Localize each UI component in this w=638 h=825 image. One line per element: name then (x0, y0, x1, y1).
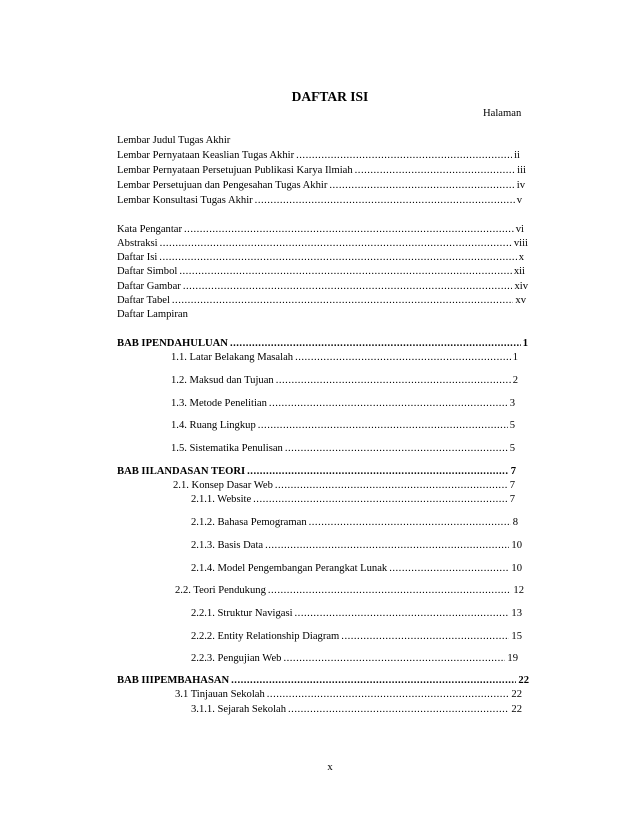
toc-entry-page: 2 (512, 375, 518, 386)
page-column-label: Halaman (483, 108, 522, 119)
toc-leader-dots (295, 607, 510, 621)
toc-entry[interactable] (191, 493, 515, 507)
page-title: DAFTAR ISI (291, 89, 369, 104)
toc-entry-label: PENDAHULUAN (145, 338, 228, 349)
toc-entry-label: 2.1.1. Website (191, 494, 252, 505)
toc-entry-label: Lembar Pernyataan Keaslian Tugas Akhir (117, 150, 295, 161)
toc-leader-dots (285, 442, 508, 456)
toc-entry-label: 3.1 Tinjauan Sekolah (175, 689, 265, 700)
toc-leader-dots (288, 703, 509, 717)
toc-entry[interactable] (117, 134, 528, 148)
toc-leader-dots (265, 539, 509, 553)
toc-entry-label: 2.1.2. Bahasa Pemograman (191, 517, 307, 528)
toc-entry-label: 1.4. Ruang Lingkup (171, 420, 256, 431)
toc-entry-page: 13 (511, 608, 522, 619)
toc-chapter-number: BAB I (117, 338, 146, 349)
toc-entry-page: 8 (512, 517, 518, 528)
toc-entry[interactable] (117, 251, 528, 265)
toc-entry-label: 3.1.1. Sejarah Sekolah (191, 704, 287, 715)
toc-entry-page: x (518, 252, 524, 263)
toc-entry[interactable] (191, 516, 518, 530)
toc-entry-page: 1 (522, 338, 528, 349)
toc-entry-page: xiv (514, 281, 528, 292)
toc-entry-label: Daftar Tabel (117, 295, 170, 306)
toc-entry[interactable] (191, 652, 518, 666)
toc-leader-dots (179, 265, 511, 279)
toc-entry-page: 10 (511, 540, 522, 551)
toc-entry[interactable] (117, 179, 528, 193)
toc-entry[interactable] (117, 294, 528, 308)
toc-entry-label: Daftar Simbol (117, 266, 178, 277)
toc-entry-page: 10 (511, 563, 522, 574)
toc-leader-dots (172, 294, 514, 308)
toc-entry[interactable] (117, 149, 528, 163)
toc-chapter-number: BAB III (117, 675, 154, 686)
toc-entry-page: ii (514, 150, 520, 161)
toc-leader-dots (160, 237, 512, 251)
toc-entry[interactable] (117, 280, 528, 294)
toc-entry-label: Daftar Isi (117, 252, 158, 263)
toc-leader-dots (183, 280, 513, 294)
toc-entry-page: 22 (511, 689, 522, 700)
toc-entry-page: iii (517, 165, 526, 176)
toc-entry-page: xv (515, 295, 526, 306)
toc-entry-page: 3 (509, 398, 515, 409)
toc-entry-label: Kata Pengantar (117, 224, 183, 235)
toc-entry-label: Lembar Pernyataan Persetujuan Publikasi Karya Ilmiah (117, 165, 353, 176)
toc-entry-label: Lembar Konsultasi Tugas Akhir (117, 195, 253, 206)
toc-leader-dots (247, 465, 509, 479)
toc-entry-page: 7 (510, 466, 516, 477)
toc-entry-page: iv (516, 180, 525, 191)
toc-leader-dots (184, 223, 514, 237)
toc-entry-label: 2.2.3. Pengujian Web (191, 653, 282, 664)
toc-entry-label: 2.1.4. Model Pengembangan Perangkat Lunak (191, 563, 388, 574)
toc-entry-label: Daftar Gambar (117, 281, 181, 292)
toc-entry[interactable] (117, 237, 528, 251)
toc-entry-label: Lembar Persetujuan dan Pengesahan Tugas Akhir (117, 180, 328, 191)
toc-leader-dots (389, 562, 509, 576)
toc-entry-page: 22 (511, 704, 522, 715)
toc-leader-dots (269, 397, 508, 411)
toc-entry[interactable] (117, 194, 528, 208)
toc-entry-page: 7 (509, 480, 515, 491)
toc-leader-dots (267, 688, 510, 702)
page-number: x (327, 762, 333, 773)
toc-leader-dots (276, 374, 511, 388)
toc-leader-dots (309, 516, 511, 530)
toc-entry[interactable] (175, 688, 522, 702)
toc-leader-dots (295, 351, 511, 365)
toc-entry[interactable] (191, 703, 522, 717)
toc-entry-label: 1.5. Sistematika Penulisan (171, 443, 283, 454)
toc-entry-page: v (516, 195, 522, 206)
toc-chapter-number: BAB II (117, 466, 150, 477)
toc-entry[interactable] (191, 630, 522, 644)
toc-entry-page: viii (513, 238, 528, 249)
toc-entry-label: 1.2. Maksud dan Tujuan (171, 375, 274, 386)
toc-leader-dots (355, 164, 516, 178)
toc-leader-dots (255, 194, 515, 208)
toc-entry[interactable] (173, 479, 515, 493)
toc-entry-label: Daftar Lampiran (117, 309, 188, 320)
toc-entry[interactable] (171, 419, 515, 433)
toc-leader-dots (230, 337, 521, 351)
toc-entry-label: 2.2. Teori Pendukung (175, 585, 266, 596)
toc-leader-dots (231, 674, 516, 688)
toc-leader-dots (159, 251, 516, 265)
toc-entry-page: vi (515, 224, 524, 235)
toc-entry[interactable] (117, 223, 528, 237)
toc-entry[interactable] (171, 374, 518, 388)
toc-entry-page: 15 (511, 631, 522, 642)
toc-entry-page: 5 (509, 443, 515, 454)
toc-leader-dots (268, 584, 512, 598)
toc-entry[interactable] (191, 562, 522, 576)
toc-entry[interactable] (117, 265, 528, 279)
toc-leader-dots (283, 652, 505, 666)
toc-entry[interactable] (117, 164, 528, 178)
toc-entry-page: 1 (512, 352, 518, 363)
toc-entry-label: 2.2.2. Entity Relationship Diagram (191, 631, 340, 642)
toc-entry-label: 1.1. Latar Belakang Masalah (171, 352, 294, 363)
toc-entry-page: xii (513, 266, 525, 277)
toc-leader-dots (258, 419, 508, 433)
toc-leader-dots (329, 179, 514, 193)
toc-entry-page: 5 (509, 420, 515, 431)
toc-entry-page: 12 (513, 585, 524, 596)
toc-entry-page: 22 (518, 675, 529, 686)
toc-entry-page: 19 (507, 653, 518, 664)
toc-entry-label: LANDASAN TEORI (149, 466, 246, 477)
toc-leader-dots (341, 630, 509, 644)
toc-entry[interactable] (191, 607, 522, 621)
toc-leader-dots (296, 149, 512, 163)
toc-entry-label: Abstraksi (117, 238, 158, 249)
toc-leader-dots (253, 493, 508, 507)
toc-entry-label: PEMBAHASAN (153, 675, 230, 686)
toc-entry[interactable] (175, 584, 524, 598)
toc-chapter-entry[interactable] (117, 337, 528, 351)
toc-entry-label: 2.1. Konsep Dasar Web (173, 480, 273, 491)
toc-entry[interactable] (191, 539, 522, 553)
toc-entry-label: 2.2.1. Struktur Navigasi (191, 608, 293, 619)
toc-leader-dots (275, 479, 508, 493)
toc-entry-label: 2.1.3. Basis Data (191, 540, 264, 551)
toc-chapter-entry[interactable] (117, 465, 516, 479)
toc-entry-label: Lembar Judul Tugas Akhir (117, 135, 231, 146)
toc-chapter-entry[interactable] (117, 674, 529, 688)
toc-entry-page: 7 (509, 494, 515, 505)
toc-entry[interactable] (171, 397, 515, 411)
toc-entry[interactable] (171, 351, 518, 365)
toc-entry-label: 1.3. Metode Penelitian (171, 398, 267, 409)
toc-entry[interactable] (117, 308, 528, 322)
toc-entry[interactable] (171, 442, 515, 456)
